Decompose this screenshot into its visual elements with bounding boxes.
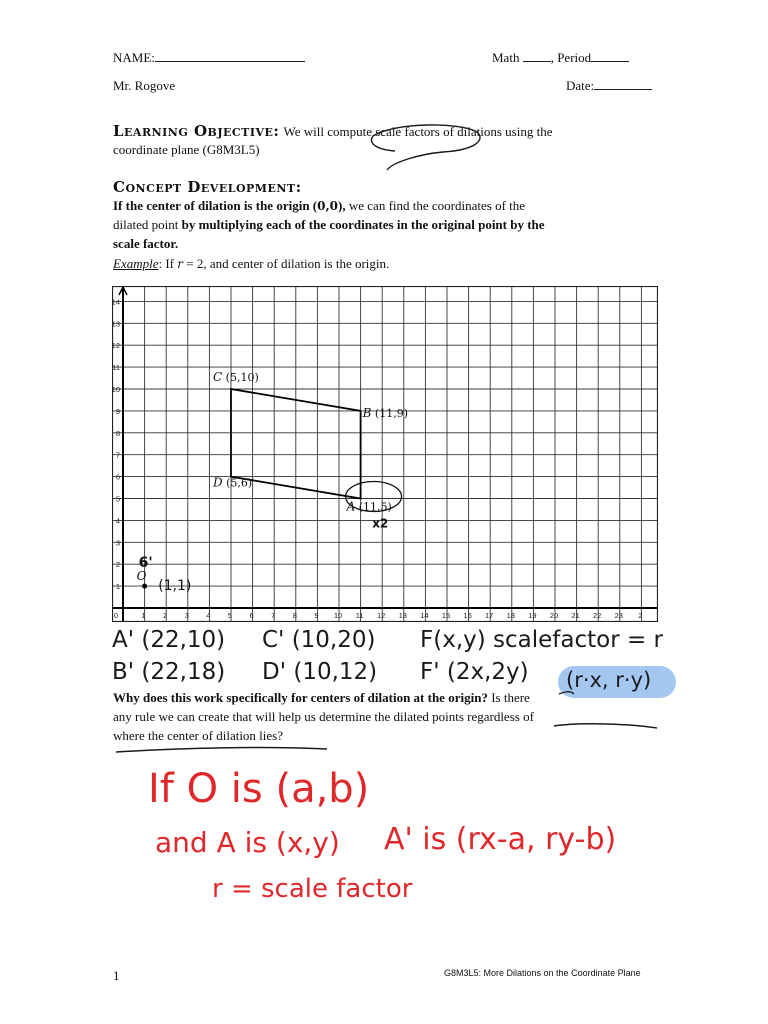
- date-blank: [594, 78, 652, 90]
- x-tick-label: 8: [292, 611, 297, 620]
- example-label: Example: [113, 256, 159, 271]
- x-tick-label: 11: [355, 611, 364, 620]
- concept-l1-b: 0,0: [317, 199, 339, 213]
- x-tick-label: 1: [141, 611, 146, 620]
- y-tick-label: 6: [115, 472, 120, 482]
- hand-rx-ry: (r·x, r·y): [566, 668, 652, 692]
- y-tick-label: 10: [112, 385, 120, 394]
- y-tick-label: 11: [112, 363, 120, 373]
- x-tick-label: 5: [227, 611, 233, 620]
- hand-d-prime: D' (10,12): [262, 659, 378, 685]
- math-period-field[interactable]: [492, 50, 629, 66]
- x-tick-label: 15: [441, 611, 451, 620]
- period-blank: [591, 50, 629, 62]
- concept-line2: [113, 217, 545, 233]
- page-number: 1: [113, 968, 120, 983]
- concept-heading: Concept Development:: [113, 178, 302, 196]
- point-label-d: D (5,6): [213, 475, 253, 490]
- example-a: : If: [158, 256, 178, 271]
- hand-f-scalefactor: F(x,y) scalefactor = r: [420, 627, 664, 653]
- x-tick-label: 10: [333, 611, 343, 620]
- x-tick-label: 4: [206, 611, 211, 620]
- red-if-o: If O is (a,b): [148, 766, 370, 812]
- point-label-o: O: [136, 569, 147, 584]
- x-tick-label: 2: [163, 611, 168, 620]
- name-label: NAME:: [113, 50, 155, 65]
- point-label-b: B (11,9): [362, 405, 409, 420]
- teacher-name: Mr. Rogove: [113, 78, 176, 93]
- x-tick-label: 22: [593, 611, 602, 620]
- x-tick-label: 14: [420, 611, 429, 620]
- y-tick-label: 9: [115, 406, 120, 416]
- point-o-dot: [142, 584, 147, 589]
- x-tick-label: 6: [249, 611, 254, 620]
- concept-l1-c: ),: [338, 198, 346, 213]
- concept-l1-d: we can find the coordinates of the: [345, 198, 526, 213]
- hand-f-prime: F' (2x,2y): [420, 659, 529, 685]
- grid-frame: [113, 287, 658, 622]
- x-tick-label: 17: [485, 611, 494, 620]
- hand-c-prime: C' (10,20): [262, 627, 376, 653]
- x-tick-label: 12: [377, 611, 386, 620]
- math-blank: [523, 50, 551, 62]
- concept-l2-a: dilated point: [113, 217, 182, 232]
- question-line3: where the center of dilation lies?: [113, 728, 284, 743]
- hand-underlines: [112, 690, 672, 756]
- y-tick-label: 8: [115, 428, 120, 438]
- x-tick-label: 3: [184, 611, 189, 620]
- y-tick-label: 13: [112, 319, 120, 329]
- footer-title: G8M3L5: More Dilations on the Coordinate Plane: [444, 968, 641, 978]
- name-blank: [155, 50, 305, 62]
- red-a-prime: A' is (rx-a, ry-b): [384, 822, 617, 857]
- coordinate-plane: [112, 286, 658, 622]
- hand-x2-label: x2: [372, 516, 389, 531]
- date-field[interactable]: [566, 78, 652, 94]
- concept-line1: [113, 198, 525, 214]
- objective-text-line2: coordinate plane (G8M3L5): [113, 142, 260, 157]
- hand-origin-coords: (1,1): [158, 578, 192, 595]
- y-tick-label: 14: [112, 297, 120, 307]
- example-b: = 2, and center of dilation is the origin.: [183, 256, 390, 271]
- example-line: [113, 256, 389, 272]
- x-tick-label: 19: [528, 611, 537, 620]
- x-tick-label: 18: [506, 611, 515, 620]
- concept-l1-a: If the center of dilation is the origin (: [113, 198, 318, 213]
- x-tick-label: 7: [271, 611, 276, 620]
- point-label-c: C (5,10): [213, 370, 259, 384]
- y-tick-label: 3: [115, 538, 120, 548]
- objective-text-line1: We will compute scale factors of dilations using the: [283, 124, 553, 139]
- example-r: r: [177, 257, 184, 271]
- x-tick-label: 2: [638, 611, 643, 620]
- y-tick-label: 7: [115, 450, 120, 460]
- question-l1-rest: Is there: [487, 690, 530, 705]
- hand-b-label: 6': [138, 555, 153, 572]
- y-tick-label: 1: [115, 582, 120, 592]
- objective-heading: Learning Objective:: [113, 122, 280, 140]
- red-and-a: and A is (x,y): [155, 826, 340, 859]
- hand-a-prime: A' (22,10): [112, 627, 226, 653]
- x-tick-label: 0: [113, 611, 119, 620]
- x-tick-label: 23: [614, 611, 623, 620]
- hand-circle-scale-factors: [365, 118, 487, 176]
- date-label: Date:: [566, 78, 595, 93]
- x-tick-label: 9: [314, 611, 319, 620]
- question-l1-bold: Why does this work specifically for centers of dilation at the origin?: [113, 690, 488, 705]
- x-tick-label: 20: [549, 611, 559, 620]
- y-tick-label: 12: [112, 341, 120, 351]
- question-line2: any rule we can create that will help us determine the dilated points regardless of: [113, 709, 534, 724]
- concept-line3: scale factor.: [113, 236, 179, 251]
- concept-l2-b: by multiplying each of the coordinates in the original point by the: [181, 217, 545, 232]
- x-tick-label: 21: [571, 611, 580, 620]
- math-label: Math: [492, 50, 520, 65]
- y-tick-label: 5: [115, 494, 120, 504]
- y-tick-label: 2: [115, 560, 120, 570]
- name-field[interactable]: [113, 50, 305, 66]
- x-tick-label: 16: [463, 611, 472, 620]
- hand-b-prime: B' (22,18): [112, 659, 226, 685]
- x-tick-label: 13: [398, 611, 407, 620]
- y-tick-label: 4: [115, 516, 120, 526]
- red-scale-factor: r = scale factor: [212, 874, 413, 904]
- period-label: , Period: [550, 50, 592, 65]
- point-label-a: A (11,5): [346, 499, 392, 514]
